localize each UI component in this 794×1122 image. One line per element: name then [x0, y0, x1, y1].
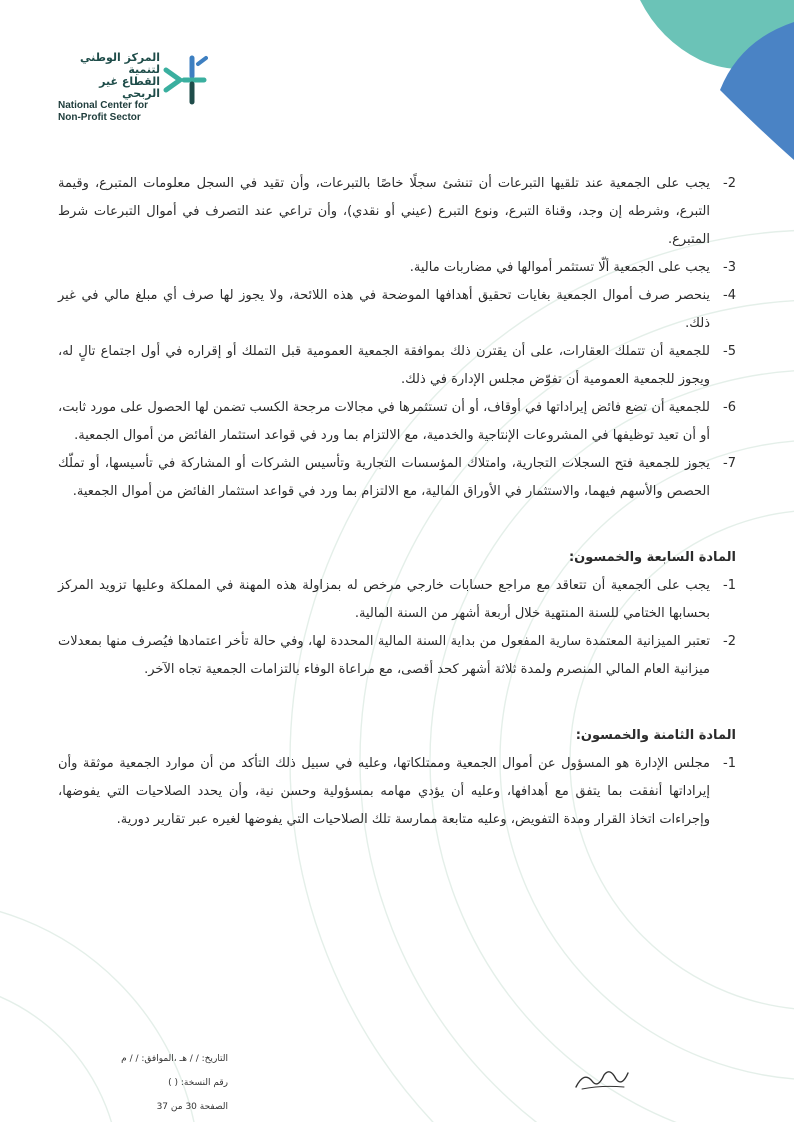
item-text: للجمعية أن تتملك العقارات، على أن يقترن ذلك بموافقة الجمعية العمومية قبل التملك أو إقراره في أول اجتماع تالٍ له، ويجوز للجمعية العمومية أن تفوّض مجلس الإدارة في ذلك. — [58, 344, 710, 387]
list-item — [58, 450, 736, 506]
item-number: -1 — [723, 578, 736, 593]
list-item — [58, 628, 736, 684]
list-item — [58, 170, 736, 254]
item-number: -3 — [723, 260, 736, 275]
item-text: يجب على الجمعية ألّا تستثمر أموالها في مضاربات مالية. — [409, 260, 710, 275]
logo-arabic-line2: القطاع غير الربحي — [99, 75, 160, 100]
item-number: -6 — [723, 400, 736, 415]
footer-date-line: التاريخ: / / هـ ،الموافق: / / م — [121, 1054, 228, 1064]
list-item — [58, 338, 736, 394]
article-58-title: المادة الثامنة والخمسون: — [575, 728, 736, 743]
item-number: -7 — [723, 456, 736, 471]
article-57-title: المادة السابعة والخمسون: — [568, 550, 736, 565]
page-footer — [58, 1047, 228, 1119]
item-text: للجمعية أن تضع فائض إيراداتها في أوقاف، أو أن تستثمرها في مجالات مرجحة الكسب تضمن لها الحصول على مورد ثابت، أو أن تعيد توظيفها في المشروعات الإنتاجية والخدمية، مع الالتزام بما ورد في قواعد استثمار الفائض من أموال الجمعية. — [58, 400, 710, 443]
item-number: -1 — [723, 756, 736, 771]
list-item — [58, 282, 736, 338]
logo-mark-icon — [162, 54, 208, 106]
item-text: يجب على الجمعية عند تلقيها التبرعات أن تنشئ سجلًا خاصًا بالتبرعات، وأن تقيد في السجل معلومات المتبرع، وقيمة التبرع، وشرطه إن وجد، وقناة التبرع، ونوع التبرع (عيني أو نقدي)، وأن تراعي عند التصرف في أموال التبرعات شرط المتبرع. — [58, 176, 710, 247]
handwritten-signature — [572, 1065, 632, 1093]
item-text: مجلس الإدارة هو المسؤول عن أموال الجمعية وممتلكاتها، وعليه في سبيل ذلك التأكد من أن موارد الجمعية موثقة وأن إيراداتها أنفقت بما يتفق مع أهدافها، وعليه أن يؤدي مهامه بمسؤولية وحسن نية، وأن يحدد الصلاحيات التي يفوضها، وإجراءات اتخاذ القرار ومدة التفويض، وعليه متابعة ممارسة تلك الصلاحيات التي يفوضها لغيره عبر تقارير دورية. — [58, 756, 710, 827]
item-number: -5 — [723, 344, 736, 359]
list-item — [58, 394, 736, 450]
footer-copy-number: رقم النسخة: ( ) — [168, 1078, 228, 1088]
ncnp-logo — [58, 51, 218, 123]
item-number: -2 — [723, 176, 736, 191]
logo-english-line2: Non-Profit Sector — [58, 112, 141, 123]
list-item — [58, 254, 736, 282]
logo-english-line1: National Center for — [58, 100, 149, 111]
document-body — [58, 170, 736, 834]
footer-page-number: الصفحة 30 من 37 — [156, 1102, 228, 1112]
item-text: تعتبر الميزانية المعتمدة سارية المفعول من بداية السنة المالية المحددة لها، وفي حالة تأخر اعتمادها فيُصرف منها بمعدلات ميزانية العام المالي المنصرم ولمدة ثلاثة أشهر كحد أقصى، مع مراعاة الوفاء بالتزامات الجمعية تجاه الآخر. — [58, 634, 710, 677]
logo-arabic-line1: المركز الوطني لتنمية — [80, 51, 160, 76]
logo-text — [58, 52, 160, 124]
item-text: يجوز للجمعية فتح السجلات التجارية، وامتلاك المؤسسات التجارية وتأسيس الشركات أو المشاركة في تأسيسها، أو تملّك الحصص والأسهم فيهما، والاستثمار في الأوراق المالية، مع الالتزام بما ورد في قواعد استثمار الفائض من أموال الجمعية. — [58, 456, 710, 499]
item-number: -2 — [723, 634, 736, 649]
item-text: يجب على الجمعية أن تتعاقد مع مراجع حسابات خارجي مرخص له بمزاولة هذه المهنة في المملكة وعليها تزويد المركز بحسابها الختامي للسنة المنتهية خلال أربعة أشهر من السنة المالية. — [58, 578, 710, 621]
list-item — [58, 750, 736, 834]
item-text: ينحصر صرف أموال الجمعية بغايات تحقيق أهدافها الموضحة في هذه اللائحة، ولا يجوز لها صرف أي مبلغ مالي في غير ذلك. — [58, 288, 710, 331]
list-item — [58, 572, 736, 628]
item-number: -4 — [723, 288, 736, 303]
